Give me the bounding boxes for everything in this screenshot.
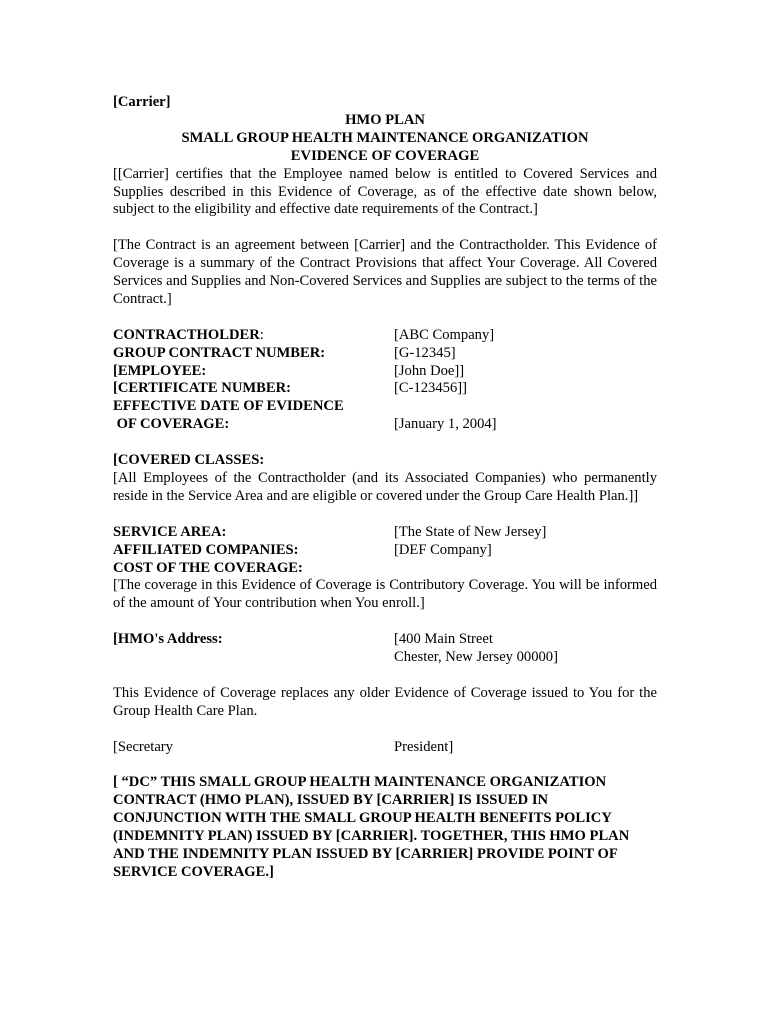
effective-date-label-1: EFFECTIVE DATE OF EVIDENCE <box>113 398 344 415</box>
employee-row <box>113 363 657 381</box>
hmo-address-label: [HMO's Address: <box>113 631 223 648</box>
certificate-label: [CERTIFICATE NUMBER: <box>113 380 291 397</box>
affiliated-companies-row <box>113 542 657 560</box>
certificate-value: [C-123456]] <box>394 380 467 397</box>
document-title: EVIDENCE OF COVERAGE <box>290 147 480 164</box>
dc-notice-line: CONJUNCTION WITH THE SMALL GROUP HEALTH BENEFITS POLICY <box>113 810 612 827</box>
employee-value: [John Doe]] <box>394 362 465 379</box>
effective-date-row-1 <box>113 398 657 416</box>
document-body <box>113 94 657 882</box>
replaces-statement: This Evidence of Coverage replaces any older Evidence of Coverage issued to You for the Group Health Care Plan. <box>113 684 657 719</box>
covered-classes-text: [All Employees of the Contractholder (and its Associated Companies) who permanently reside in the Service Area and are eligible or covered under the Group Care Health Plan.]] <box>113 469 657 504</box>
dc-notice-line: AND THE INDEMNITY PLAN ISSUED BY [CARRIER] PROVIDE POINT OF <box>113 845 618 862</box>
plan-subtitle: SMALL GROUP HEALTH MAINTENANCE ORGANIZATION <box>181 129 589 146</box>
certificate-row <box>113 380 657 398</box>
effective-date-value: [January 1, 2004] <box>394 416 497 433</box>
plan-title: HMO PLAN <box>345 111 425 128</box>
dc-notice-line: CONTRACT (HMO PLAN), ISSUED BY [CARRIER] IS ISSUED IN <box>113 792 549 809</box>
effective-date-row-2 <box>113 416 657 434</box>
affiliated-companies-label: AFFILIATED COMPANIES: <box>113 541 299 558</box>
hmo-address-line-1: [400 Main Street <box>394 631 493 648</box>
dc-notice-line: SERVICE COVERAGE.] <box>113 863 274 880</box>
group-number-label: GROUP CONTRACT NUMBER: <box>113 344 326 361</box>
president-signature: President] <box>394 738 454 755</box>
intro-paragraph-2: [The Contract is an agreement between [Carrier] and the Contractholder. This Evidence of Coverage is a summary of the Contract Provisions that affect Your Coverage. All Covered Services and Supplies and Non-Covered Services and Supplies are subject to the terms of the Contract.] <box>113 237 657 307</box>
carrier-heading: [Carrier] <box>113 94 171 110</box>
service-area-value: [The State of New Jersey] <box>394 523 547 540</box>
group-number-row <box>113 345 657 363</box>
cost-of-coverage-label: COST OF THE COVERAGE: <box>113 559 303 576</box>
group-number-value: [G-12345] <box>394 344 456 361</box>
cost-of-coverage-text: [The coverage in this Evidence of Coverage is Contributory Coverage. You will be informed of the amount of Your contribution when You enroll.] <box>113 577 657 612</box>
employee-label: [EMPLOYEE: <box>113 362 207 379</box>
intro-paragraph-1: [[Carrier] certifies that the Employee named below is entitled to Covered Services and Supplies described in this Evidence of Coverage, as of the effective date shown below, subject to the eligibility and effective date requirements of the Contract.] <box>113 165 657 218</box>
service-area-row <box>113 524 657 542</box>
affiliated-companies-value: [DEF Company] <box>394 541 492 558</box>
dc-notice-line: [ “DC” THIS SMALL GROUP HEALTH MAINTENANCE ORGANIZATION <box>113 774 607 791</box>
dc-notice-line: (INDEMNITY PLAN) ISSUED BY [CARRIER]. TOGETHER, THIS HMO PLAN <box>113 828 630 845</box>
dc-notice <box>113 774 657 881</box>
contractholder-row <box>113 327 657 345</box>
contractholder-value: [ABC Company] <box>394 326 495 343</box>
contractholder-colon: : <box>259 326 264 343</box>
service-area-label: SERVICE AREA: <box>113 523 227 540</box>
secretary-signature: [Secretary <box>113 738 173 755</box>
hmo-address-line-2: Chester, New Jersey 00000] <box>394 649 558 666</box>
signature-row <box>113 739 657 757</box>
hmo-address-row <box>113 631 657 667</box>
effective-date-label-2: OF COVERAGE: <box>113 416 230 433</box>
contractholder-label: CONTRACTHOLDER <box>113 326 260 343</box>
covered-classes-label: [COVERED CLASSES: <box>113 452 265 469</box>
